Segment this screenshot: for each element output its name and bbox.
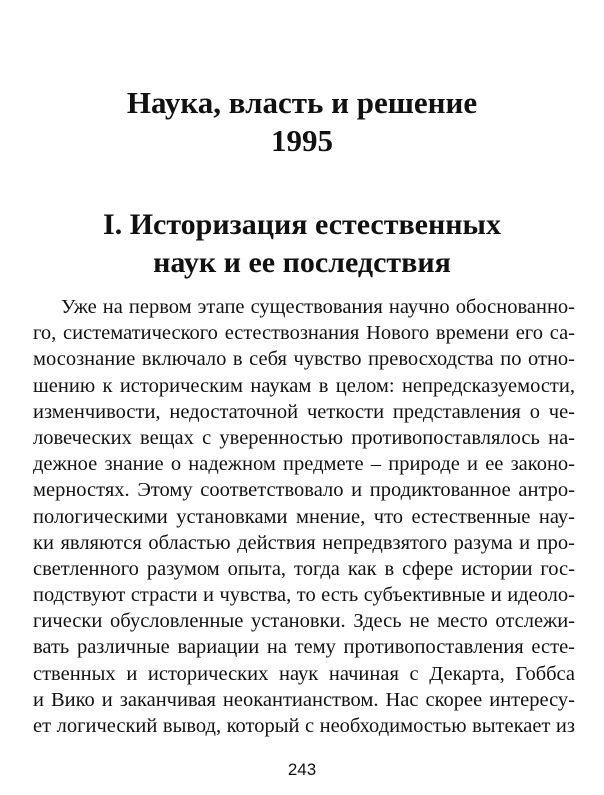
paragraph-line: светленного разумом опыта, тогда как в сфере истории гос- <box>33 557 575 580</box>
chapter-title-line-1: Наука, власть и решение <box>126 85 478 120</box>
section-heading <box>0 206 604 282</box>
chapter-title-year: 1995 <box>271 123 333 158</box>
paragraph-line: дежное знание о надежном предмете – природе и ее законо- <box>33 453 575 476</box>
section-heading-line-1: I. Историзация естественных <box>103 208 501 241</box>
body-paragraph <box>33 294 575 739</box>
section-heading-line-2: наук и ее последствия <box>153 246 451 279</box>
paragraph-line: Уже на первом этапе существования научно обоснованно- <box>61 296 575 318</box>
paragraph-line: изменчивости, недостаточной четкости представления о че- <box>33 400 575 423</box>
paragraph-line: подствуют страсти и чувства, то есть субъективные и идеоло- <box>33 584 575 607</box>
chapter-title <box>0 84 604 160</box>
paragraph-line: и Вико и заканчивая неокантианством. Нас скорее интересу- <box>33 688 575 711</box>
paragraph-line: гически обусловленные установки. Здесь не место отслежи- <box>33 610 575 633</box>
page-number: 243 <box>287 760 317 779</box>
paragraph-line: пологическими установками мнение, что естественные нау- <box>33 505 575 528</box>
paragraph-line: шению к историческим наукам в целом: непредсказуемости, <box>33 374 575 397</box>
paragraph-line: ет логический вывод, который с необходимостью вытекает из <box>33 715 575 737</box>
paragraph-line: ственных и исторических наук начиная с Декарта, Гоббса <box>33 662 575 685</box>
paragraph-line: ловеческих вещах с уверенностью противопоставлялось на- <box>33 426 575 449</box>
paragraph-line: го, систематического естествознания Нового времени его са- <box>33 322 575 345</box>
paragraph-line: мерностях. Этому соответствовало и продиктованное антро- <box>33 479 575 502</box>
paragraph-line: мосознание включало в себя чувство превосходства по отно- <box>33 348 575 371</box>
paragraph-line: ки являются областью действия непредвзятого разума и про- <box>33 531 575 554</box>
paragraph-line: вать различные вариации на тему противопоставления есте- <box>33 636 575 659</box>
